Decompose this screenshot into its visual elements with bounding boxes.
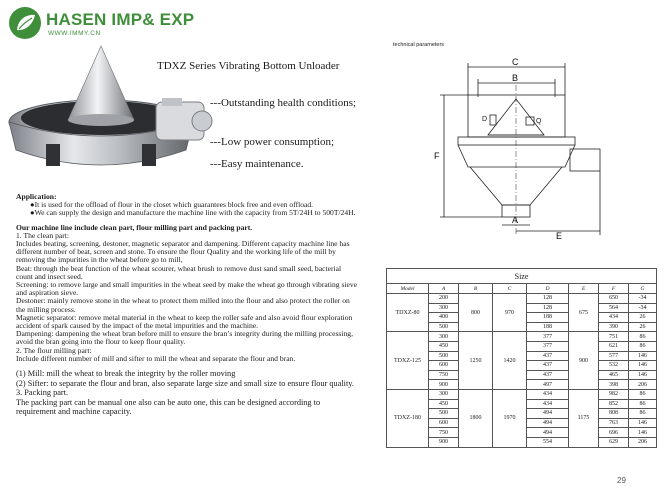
d-cell: 188 (527, 322, 569, 332)
f-cell: 390 (599, 322, 629, 332)
g-cell: 26 (629, 322, 657, 332)
g-cell: 86 (629, 332, 657, 342)
clean-part-desc: Includes beating, screening, destoner, magnetic separator and dampening. Different capacity machine line has different number of beat, screen and stone. To ensure the flour Quality and the working life of the mill by removing the impurities in the wheat before go to mill, (16, 239, 350, 265)
leaf-logo-icon (8, 6, 42, 40)
column-header: F (599, 284, 629, 294)
d-cell: 437 (527, 351, 569, 361)
b-cell: 1800 (459, 389, 493, 447)
technical-drawing (430, 55, 610, 240)
table-row (387, 389, 657, 399)
g-cell: 86 (629, 389, 657, 399)
c-cell: 1420 (493, 332, 527, 390)
f-cell: 852 (599, 399, 629, 409)
a-cell: 300 (429, 303, 459, 313)
f-cell: 808 (599, 409, 629, 419)
f-cell: 696 (599, 428, 629, 438)
f-cell: 434 (599, 313, 629, 323)
d-cell: 434 (527, 399, 569, 409)
g-cell: 146 (629, 428, 657, 438)
a-cell: 450 (429, 341, 459, 351)
dim-label-e: E (556, 231, 563, 240)
feature-power: ---Low power consumption; (210, 136, 335, 148)
a-cell: 750 (429, 370, 459, 380)
description-text (16, 193, 358, 417)
dim-label-c: C (512, 57, 519, 67)
a-cell: 500 (429, 351, 459, 361)
clean-part-heading: 1. The clean part: (16, 230, 69, 240)
table-row (387, 332, 657, 342)
column-header: B (459, 284, 493, 294)
column-header: Model (387, 284, 429, 294)
d-cell: 377 (527, 332, 569, 342)
a-cell: 200 (429, 294, 459, 304)
f-cell: 398 (599, 380, 629, 390)
a-cell: 450 (429, 399, 459, 409)
g-cell: 146 (629, 351, 657, 361)
dim-label-b: B (512, 73, 519, 83)
g-cell: 86 (629, 409, 657, 419)
milling-part-heading: 2. The flour milling part: (16, 345, 92, 355)
f-cell: 564 (599, 303, 629, 313)
column-header: D (527, 284, 569, 294)
packing-part-heading: 3. Packing part. (16, 388, 69, 398)
d-cell: 128 (527, 294, 569, 304)
feature-health: ---Outstanding health conditions; (210, 97, 357, 109)
g-cell: 86 (629, 399, 657, 409)
d-cell: 377 (527, 341, 569, 351)
beat-desc: Beat: through the beat function of the wheat scourer, wheat brush to remove dust sand small seed, bacterial count and insect seed. (16, 263, 342, 281)
table-header-row (387, 284, 657, 294)
b-cell: 1250 (459, 332, 493, 390)
dampening-desc: Dampening: dampening the wheat bran before mill to ensure the bran’s integrity during the milling processing, avoid the bran going into the flour to keep flour quality. (16, 329, 353, 347)
logo (8, 6, 238, 42)
a-cell: 900 (429, 437, 459, 447)
column-header: A (429, 284, 459, 294)
column-header: G (629, 284, 657, 294)
mill-desc: (1) Mill: mill the wheat to break the integrity by the roller moving (16, 369, 236, 379)
g-cell: 146 (629, 370, 657, 380)
g-cell: -34 (629, 303, 657, 313)
g-cell: 26 (629, 313, 657, 323)
machine-line-heading: Our machine line include clean part, flour milling part and packing part. (16, 222, 253, 232)
d-cell: 437 (527, 361, 569, 371)
a-cell: 600 (429, 418, 459, 428)
dim-label-d: D (482, 116, 488, 123)
table-row (387, 294, 657, 304)
model-cell: TDXZ-125 (387, 332, 429, 390)
a-cell: 750 (429, 428, 459, 438)
model-cell: TDXZ-180 (387, 389, 429, 447)
f-cell: 629 (599, 437, 629, 447)
d-cell: 128 (527, 303, 569, 313)
a-cell: 300 (429, 332, 459, 342)
d-cell: 494 (527, 418, 569, 428)
packing-part-desc: The packing part can be manual one also can be auto one, this can be designed according to requirement and machine capacity. (16, 397, 321, 417)
d-cell: 497 (527, 380, 569, 390)
a-cell: 300 (429, 389, 459, 399)
a-cell: 400 (429, 313, 459, 323)
g-cell: 146 (629, 361, 657, 371)
c-cell: 970 (493, 294, 527, 332)
a-cell: 500 (429, 322, 459, 332)
product-title: TDXZ Series Vibrating Bottom Unloader (157, 60, 340, 72)
f-cell: 982 (599, 389, 629, 399)
milling-part-desc: Include different number of mill and sifter to mill the wheat and separate the flour and bran. (16, 353, 296, 363)
application-heading: Application: (16, 192, 57, 201)
column-header: E (569, 284, 599, 294)
g-cell: 86 (629, 341, 657, 351)
e-cell: 675 (569, 294, 599, 332)
magnetic-desc: Magnetic separator: remove metal material in the wheat to keep the roller safe and also avoid flour exploration accident of spark caused by the impact of the metal impurities and the machine. (16, 312, 353, 331)
a-cell: 500 (429, 409, 459, 419)
d-cell: 554 (527, 437, 569, 447)
g-cell: 146 (629, 418, 657, 428)
screening-desc: Screening: to remove large and small impurities in the wheat seed by make the wheat go through vibrating sieve and aspiration sieve. (16, 280, 358, 298)
f-cell: 532 (599, 361, 629, 371)
page-number: 29 (617, 476, 626, 485)
feature-maintenance: ---Easy maintenance. (210, 158, 304, 170)
a-cell: 900 (429, 380, 459, 390)
c-cell: 1970 (493, 389, 527, 447)
d-cell: 188 (527, 313, 569, 323)
brand-url: WWW.IMMY.CN (48, 30, 101, 37)
g-cell: 206 (629, 437, 657, 447)
dim-label-q: Q (536, 118, 542, 125)
size-table (386, 268, 657, 448)
f-cell: 650 (599, 294, 629, 304)
application-item-2: ●We can supply the design and manufacture the machine line with the capacity from 5T/24H to 500T/24H. (30, 208, 356, 218)
f-cell: 621 (599, 341, 629, 351)
e-cell: 1175 (569, 389, 599, 447)
f-cell: 465 (599, 370, 629, 380)
e-cell: 900 (569, 332, 599, 390)
d-cell: 434 (527, 389, 569, 399)
d-cell: 437 (527, 370, 569, 380)
table-caption: Size (387, 269, 657, 284)
a-cell: 600 (429, 361, 459, 371)
brand-name: HASEN IMP& EXP (46, 10, 195, 29)
d-cell: 494 (527, 409, 569, 419)
technical-parameters-label: technical parameters (393, 42, 445, 48)
f-cell: 577 (599, 351, 629, 361)
model-cell: TDXZ-80 (387, 294, 429, 332)
sifter-desc: (2) Sifter: to separate the flour and bran, also separate large size and small size to ensure flour quality. (16, 378, 354, 388)
dim-label-f: F (434, 151, 440, 161)
d-cell: 494 (527, 428, 569, 438)
f-cell: 751 (599, 332, 629, 342)
g-cell: 206 (629, 380, 657, 390)
dim-label-a: A (512, 215, 519, 225)
g-cell: -34 (629, 294, 657, 304)
column-header: C (493, 284, 527, 294)
application-item-1: ●It is used for the offload of flour in the closet which guarantees block free and even offload. (30, 200, 314, 210)
b-cell: 800 (459, 294, 493, 332)
destoner-desc: Destoner: mainly remove stone in the wheat to protect them milled into the flour and also protect the roller on the milling process. (16, 296, 350, 314)
f-cell: 763 (599, 418, 629, 428)
